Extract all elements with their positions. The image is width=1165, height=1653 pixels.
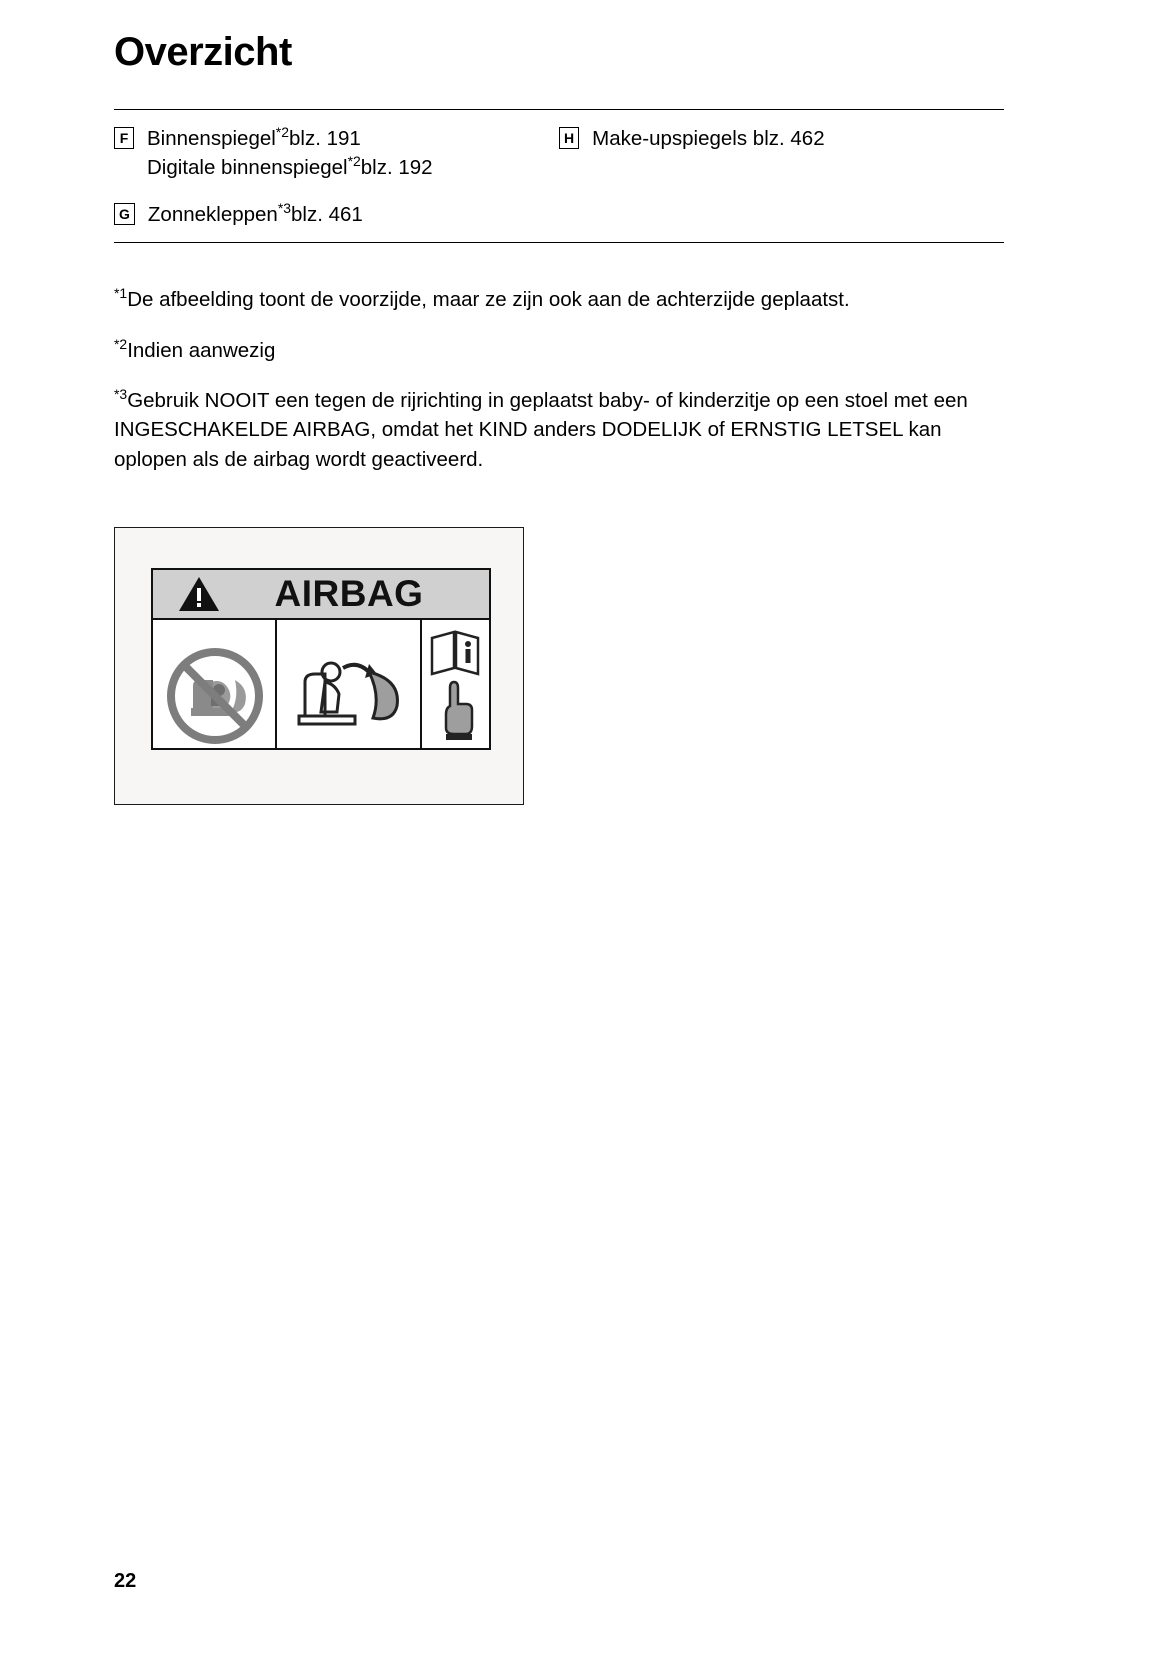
legend-column-right [559,124,1004,229]
no-rear-facing-child-seat-icon [153,620,277,749]
legend-entry-g [114,200,559,229]
legend-entry-f-line1-sup: *2 [275,124,289,141]
warning-triangle-icon [177,575,221,613]
legend-entry-g-label: Zonnekleppen [147,203,278,227]
footnote-1 [114,285,1004,315]
legend-marker-h: H [559,127,579,149]
page-number: 22 [114,1570,137,1592]
footnote-2-mark: *2 [114,335,128,352]
legend-marker-f: F [114,127,134,149]
airbag-label-figure [114,527,524,805]
airbag-label-text: AIRBAG [274,572,424,614]
airbag-label-body [153,620,489,749]
legend-column-left [114,124,559,229]
page-title: Overzicht [114,30,292,74]
airbag-deployment-icon [277,620,422,749]
legend-entry-f-line2-label: Digitale binnenspiegel [147,156,348,180]
legend-table [114,124,1004,229]
airbag-label [151,568,491,750]
legend-entry-g-sup: *3 [277,200,292,217]
page-content [114,28,1004,805]
legend-entry-f-line1-label: Binnenspiegel [147,127,276,150]
footnote-3 [114,386,1004,475]
read-manual-icon [422,620,490,749]
legend-entry-f-line1-page: blz. 191 [288,127,361,150]
footnote-3-text: Gebruik NOOIT een tegen de rijrichting in geplaatst baby- of kinderzitje op een stoel met een INGESCHAKELDE AIRBAG, omdat het KIND anders DODELIJK of ERNSTIG LETSEL kan oplopen als de airbag wordt geactiveerd. [114,388,968,472]
divider-bottom [114,242,1004,243]
legend-marker-g: G [114,203,135,225]
footnote-2 [114,336,1004,366]
footnote-1-text: De afbeelding toont de voorzijde, maar ze zijn ook aan de achterzijde geplaatst. [127,288,850,312]
legend-entry-f [114,124,559,182]
legend-entry-g-page: blz. 461 [291,203,363,227]
divider-top [114,109,1004,110]
legend-entry-h-text [592,124,824,153]
footnote-3-mark: *3 [114,385,128,402]
footnote-1-mark: *1 [114,285,128,302]
footnotes-block [114,285,1004,475]
legend-entry-g-text [148,200,363,229]
legend-entry-f-line2-sup: *2 [347,153,361,170]
legend-entry-f-text [147,124,433,182]
airbag-label-header [153,570,489,620]
footnote-2-text: Indien aanwezig [127,338,276,362]
legend-entry-h [559,124,1004,153]
legend-entry-h-label: Make-upspiegels blz. 462 [592,127,825,150]
legend-entry-f-line2-page: blz. 192 [360,156,433,180]
